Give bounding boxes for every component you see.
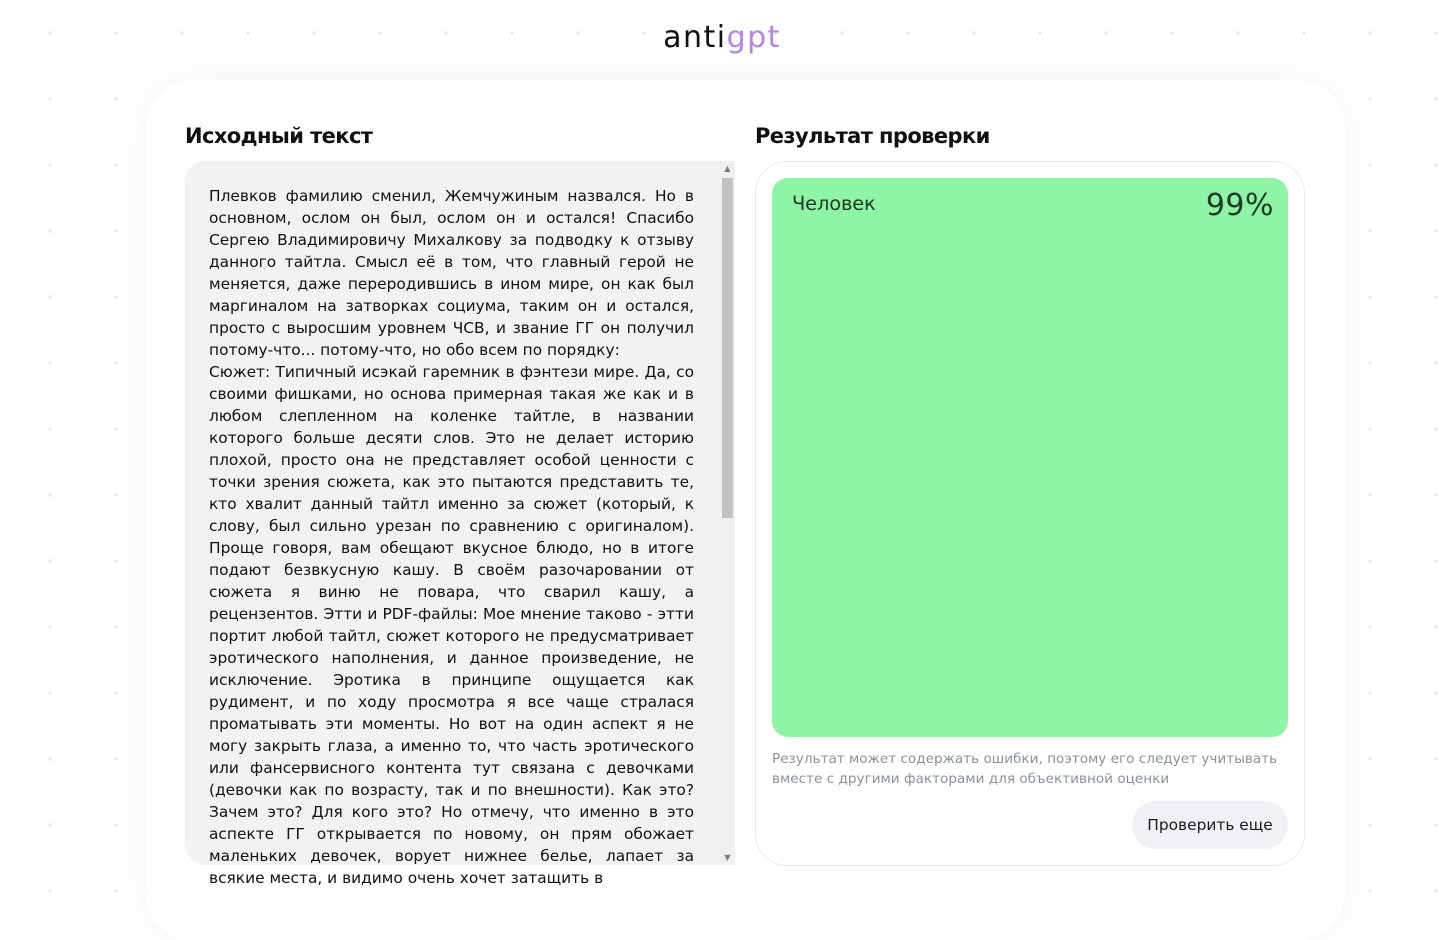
result-label: Человек: [792, 192, 876, 215]
recheck-button[interactable]: Проверить еще: [1132, 801, 1288, 849]
result-percent: 99%: [1205, 188, 1274, 223]
result-title: Результат проверки: [755, 124, 990, 148]
main-card: [145, 80, 1345, 940]
source-text-title: Исходный текст: [185, 124, 373, 148]
source-text: Плевков фамилию сменил, Жемчужиным назвался. Но в основном, ослом он был, ослом он и остался! Спасибо Сергею Владимировичу Михалкову за подводку к отзыву данного тайтла. Смысл её в том, что главный герой не меняется, даже переродившись в ином мире, он как был маргиналом на затворках социума, таким он и остался, просто с выросшим уровнем ЧСВ, и звание ГГ он получил потому-что... потому-что, но обо всем по порядку: Сюжет: Типичный исэкай гаремник в фэнтези мире. Да, со своими фишками, но основа примерная такая же как и в любом слепленном на коленке тайтле, в названии которого больше десяти слов. Это не делает историю плохой, просто она не представляет особой ценности с точки зрения сюжета, как это пытаются представить те, кто хвалит данный тайтл именно за сюжет (который, к слову, был сильно урезан по сравнению с оригиналом). Проще говоря, вам обещают вкусное блюдо, но в итоге подают безвкусную кашу. В своём разочаровании от сюжета я виню не повара, что сварил кашу, а рецензентов. Этти и PDF-файлы: Мое мнение таково - этти портит любой тайтл, сюжет которого не предусматривает эротического наполнения, и данное произведение, не исключение. Эротика в принципе ощущается как рудимент, и по ходу просмотра я все чаще стралася проматывать эти моменты. Но вот на один аспект я не могу закрыть глаза, а именно то, что часть эротического или фансервисного контента тут связана с девочками (девочки как по возрасту, так и по внешности). Как это? Зачем это? Для кого это? Но отмечу, что именно в это аспекте ГГ открывается по новому, он прям обожает маленьких девочек, ворует нижнее белье, лапает за всякие места, и видимо очень хочет затащить в: [209, 187, 694, 887]
logo-part-anti: anti: [663, 20, 727, 55]
result-panel: [755, 161, 1305, 866]
scroll-thumb[interactable]: [722, 178, 733, 518]
result-box: [772, 178, 1288, 737]
source-text-area[interactable]: [185, 161, 735, 887]
disclaimer-text: Результат может содержать ошибки, поэтому его следует учитывать вместе с другими факторами для объективной оценки: [772, 751, 1278, 787]
logo: [0, 20, 1444, 55]
scrollbar[interactable]: [720, 161, 735, 865]
scroll-down-arrow-icon[interactable]: ▼: [724, 853, 731, 862]
scroll-up-arrow-icon[interactable]: ▲: [724, 164, 731, 173]
logo-part-gpt: gpt: [726, 20, 781, 55]
